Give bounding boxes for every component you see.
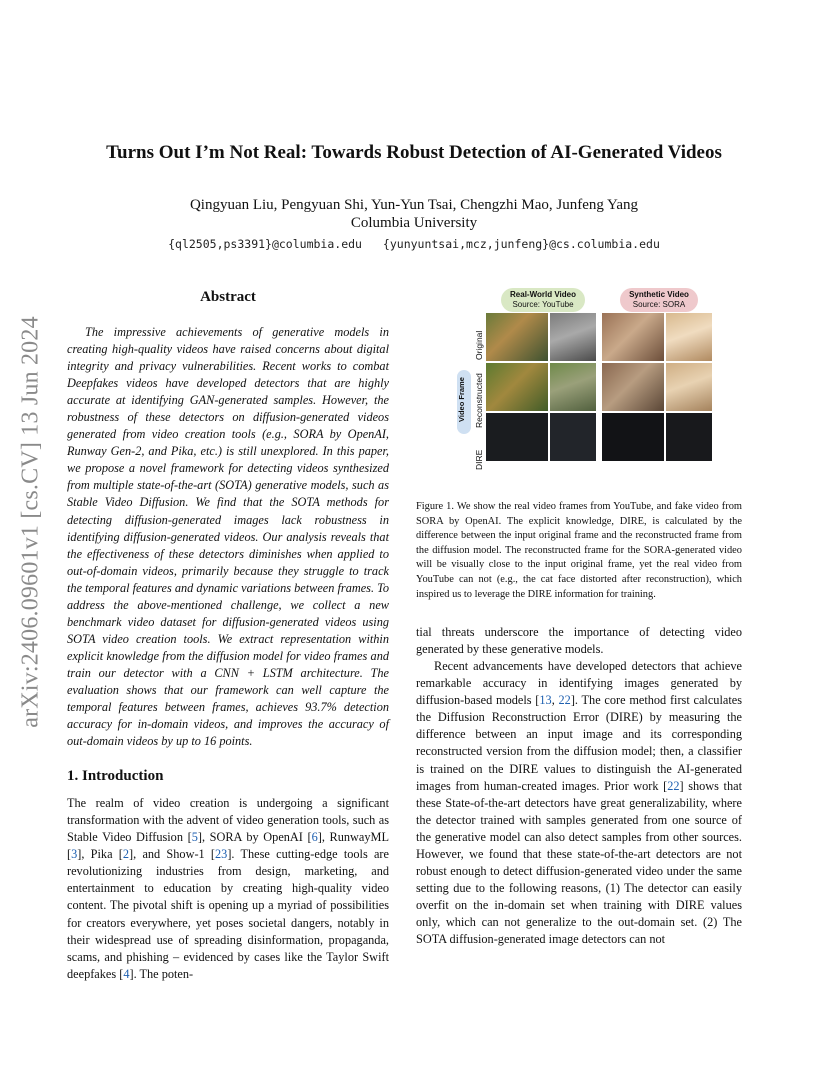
figure-1 xyxy=(434,288,734,488)
email-group-1: {ql2505,ps3391}@columbia.edu xyxy=(168,237,362,251)
row-label-original: Original xyxy=(474,330,484,360)
intro-paragraph-1: The realm of video creation is undergoing a significant transformation with the advent of video generation tools, such as Stable Video Diffusion [5], SORA by OpenAI [6], RunwayML [3], Pika [2], and Show-1 [23]. These cutting-edge tools are revolutionizing industries from design, marketing, and entertainment to education by creating high-quality video content. The pivotal shift is opening up a myriad of possibilities for creators everywhere, yet poses societal dangers, notably in their widespread use of spreading disinformation, propaganda, scams, and phishing – evidenced by cases like the Taylor Swift deepfakes [4]. The poten- xyxy=(67,796,389,981)
synth-original-frame-2 xyxy=(666,313,712,361)
citation-link[interactable]: 3 xyxy=(71,847,78,862)
real-reconstructed-frame-1 xyxy=(486,363,548,411)
real-video-label: Real-World Video Source: YouTube xyxy=(501,288,585,312)
synth-dire-frame-2 xyxy=(666,413,712,461)
citation-link[interactable]: 4 xyxy=(123,966,130,981)
real-dire-frame-2 xyxy=(550,413,596,461)
author-list: Qingyuan Liu, Pengyuan Shi, Yun-Yun Tsai, Chengzhi Mao, Junfeng Yang xyxy=(189,197,639,213)
synthetic-video-label: Synthetic Video Source: SORA xyxy=(620,288,698,312)
synth-reconstructed-frame-2 xyxy=(666,363,712,411)
row-label-dire: DIRE xyxy=(474,449,484,470)
citation-link[interactable]: 5 xyxy=(191,830,198,845)
paper-title: Turns Out I’m Not Real: Towards Robust Detection of AI-Generated Videos xyxy=(106,142,722,163)
citation-link[interactable]: 23 xyxy=(215,847,228,862)
abstract-heading: Abstract xyxy=(200,289,256,305)
arxiv-id-text: arXiv:2406.09601v1 [cs.CV] 13 Jun 2024 xyxy=(17,316,44,728)
citation-link[interactable]: 13 xyxy=(539,693,552,708)
synth-original-frame-1 xyxy=(602,313,664,361)
real-dire-frame-1 xyxy=(486,413,548,461)
real-original-frame-2 xyxy=(550,313,596,361)
intro-paragraph-1-continued: tial threats underscore the importance of detecting video generated by these generative models. xyxy=(416,625,742,657)
citation-link[interactable]: 2 xyxy=(122,847,130,862)
citation-link[interactable]: 22 xyxy=(667,778,680,793)
left-column xyxy=(67,289,389,983)
author-emails xyxy=(0,237,828,251)
real-reconstructed-frame-2 xyxy=(550,363,596,411)
right-column xyxy=(416,288,742,948)
synth-dire-frame-1 xyxy=(602,413,664,461)
synth-reconstructed-frame-1 xyxy=(602,363,664,411)
abstract-text: The impressive achievements of generative models in creating high-quality videos have raised concerns about digital integrity and privacy vulnerabilities. Recent works to combat Deepfakes videos have developed detectors that are highly accurate at identifying GAN-generated samples. However, the robustness of these detectors on diffusion-generated videos generated from video creation tools (e.g., SORA by OpenAI, Runway Gen-2, and Pika, etc.) is still unexplored. In this paper, we propose a novel framework for detecting videos synthesized from multiple state-of-the-art (SOTA) generative models, such as Stable Video Diffusion. We find that the SOTA methods for detecting diffusion-generated images lack robustness in identifying diffusion-generated videos. Our analysis reveals that the effectiveness of these detectors diminishes when applied to out-of-domain videos, primarily because they struggle to track the temporal features and dynamic variations between frames. To address the above-mentioned challenge, we collect a new benchmark video dataset for diffusion-generated videos using SOTA video creation tools. We extract representation within explicit knowledge from the diffusion model for video frames and train our detector with a CNN + LSTM architecture. The evaluation shows that our framework can well capture the temporal features between frames, achieves 93.7% detection accuracy for in-domain videos, and improves the accuracy of out-domain videos by up to 16 points. xyxy=(67,325,389,749)
video-frame-label: Video Frame xyxy=(457,370,471,434)
citation-link[interactable]: 6 xyxy=(311,830,318,845)
real-original-frame-1 xyxy=(486,313,548,361)
figure-caption: Figure 1. We show the real video frames from YouTube, and fake video from SORA by OpenAI. The explicit knowledge, DIRE, is calculated by the difference between the input original frame and the reconstructed frame from the diffusion model. The reconstructed frame for the SORA-generated video will be visually close to the input original frame, yet the real video from YouTube can not (e.g., the cat face distorted after reconstruction), which inspired us to leverage the DIRE information for training. xyxy=(416,501,742,600)
arxiv-identifier xyxy=(0,285,62,760)
citation-link[interactable]: 22 xyxy=(558,693,571,708)
affiliation: Columbia University xyxy=(350,215,478,231)
email-group-2: {yunyuntsai,mcz,junfeng}@cs.columbia.edu xyxy=(382,237,660,251)
row-label-reconstructed: Reconstructed xyxy=(474,373,484,428)
intro-paragraph-2: Recent advancements have developed detectors that achieve remarkable accuracy in identifying images generated by diffusion-based models [13, 22]. The core method first calculates the Diffusion Reconstruction Error (DIRE) by measuring the difference between an input image and its corresponding reconstructed version from the diffusion model; then, a classifier is trained on the DIRE values to distinguish the AI-generated images from human-created images. Prior work [22] shows that these State-of-the-art detectors have great generalizability, where the detector trained with samples generated from one source of the generative model can also detect samples from other sources. However, we found that these state-of-the-art detectors are not robust enough to detect diffusion-generated video under the same setting due to the following reasons, (1) The detector can easily overfit on the in-domain set when training with DIRE values only, which can not generalize to the out-domain set. (2) The SOTA diffusion-generated image detectors can not xyxy=(416,659,742,946)
introduction-heading: 1. Introduction xyxy=(67,768,164,785)
